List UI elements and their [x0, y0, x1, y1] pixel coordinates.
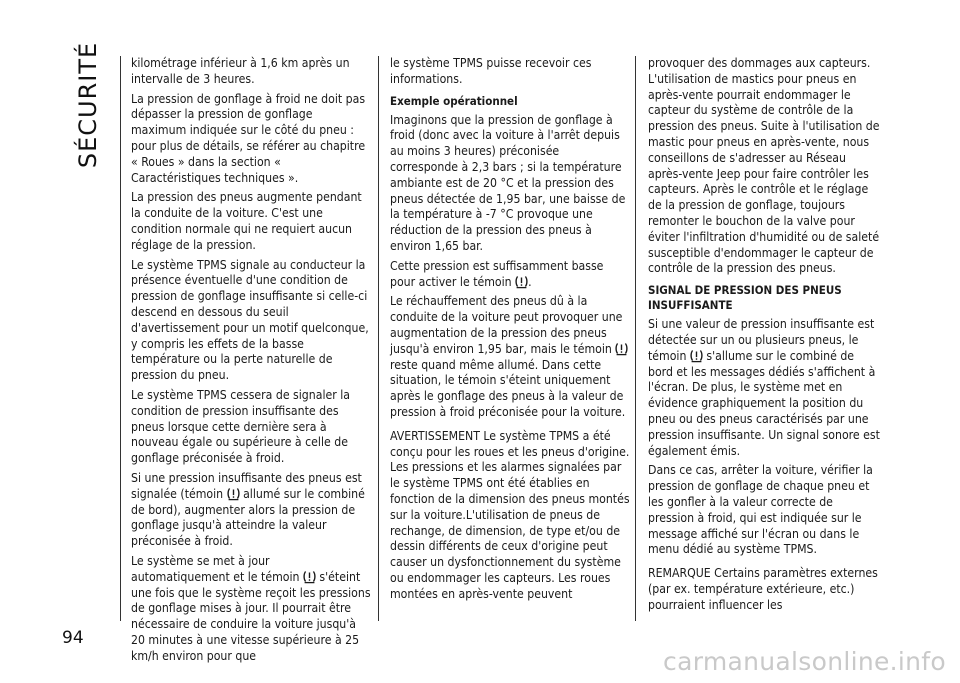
column-divider: [120, 56, 121, 621]
text-run: Si une valeur de pression insuffisante est détectée sur un ou plusieurs pneus, le témoin: [648, 317, 875, 363]
warning-paragraph: AVERTISSEMENT Le système TPMS a été conçu pour les roues et les pneus d'origine. Les pressions et les alarmes signalées par le système TPMS ont été établies en fonction de la dimension des pneus montés sur la voiture.L'utilisation de pneus de rechange, de dimension, de type et/ou de dessin différents de ceux d'origine peut causer un dysfonctionnement du système ou endommager les capteurs. Les roues montées en après-vente peuvent: [390, 428, 630, 601]
paragraph: provoquer des dommages aux capteurs. L'utilisation de mastics pour pneus en après-vente pourrait endommager le capteur du système de contrôle de la pression des pneus. Suite à l'utilisation de mastic pour pneus en après-vente, nous conseillons de s'adresser au Réseau après-vente Jeep pour faire contrôler les capteurs. Après le contrôle et le réglage de la pression de gonflage, toujours remonter le bouchon de la valve pour éviter l'infiltration d'humidité ou de saleté susceptible d'endommager le capteur de contrôle de la pression des pneus.: [648, 56, 880, 276]
paragraph: [131, 554, 371, 665]
text-run: .: [528, 274, 532, 289]
text-column-3: [648, 56, 880, 618]
tpms-warning-light-icon: [515, 275, 528, 289]
subheading: Exemple opérationnel: [390, 93, 518, 108]
text-run: reste quand même allumé. Dans cette situation, le témoin s'éteint uniquement après le gonflage des pneus à la valeur de pression à froid préconisée pour la voiture.: [390, 357, 626, 419]
text-column-2: [390, 56, 630, 607]
paragraph: [131, 471, 371, 550]
text-run: Si une pression insuffisante des pneus est signalée (témoin: [131, 470, 362, 501]
paragraph: La pression de gonflage à froid ne doit pas dépasser la pression de gonflage maximum indiquée sur le côté du pneu : pour plus de détails, se référer au chapitre « Roues » dans la section « Caractéristiques techniques ».: [131, 91, 366, 185]
section-title: [68, 40, 108, 170]
column-divider: [378, 56, 379, 621]
paragraph: Le système TPMS signale au conducteur la présence éventuelle d'une condition de pression de gonflage insuffisante si celle-ci descend en dessous du seuil d'avertissement pour un motif quelconque, y compris les effets de la basse température ou la perte naturelle de pression du pneu.: [131, 257, 369, 383]
paragraph: le système TPMS puisse recevoir ces informations.: [390, 56, 592, 86]
text-run: Le système se met à jour automatiquement et le témoin: [131, 553, 303, 584]
note-paragraph: REMARQUE Certains paramètres externes (par ex. température extérieure, etc.) pourraient influencer les: [648, 566, 878, 612]
paragraph: [390, 259, 630, 291]
paragraph: La pression des pneus augmente pendant la conduite de la voiture. C'est une condition normale qui ne requiert aucun réglage de la pression.: [131, 190, 362, 252]
paragraph: [390, 294, 630, 420]
text-column-1: [131, 56, 371, 668]
text-run: s'allume sur le combiné de bord et les messages dédiés s'affichent à l'écran. De plus, le système met en évidence graphiquement la position du pneu ou des pneus caractérisés par une pression insuffisante. Un signal sonore est également émis.: [648, 348, 880, 458]
section-title-text: SÉCURITÉ: [74, 41, 102, 169]
watermark-text: carmanualsonline.info: [663, 647, 946, 676]
text-run: s'éteint une fois que le système reçoit les pressions de gonflage mises à jour. Il pourrait être nécessaire de conduire la voiture jusqu'à 20 minutes à une vitesse supérieure à 25 km/h environ pour que: [131, 569, 371, 663]
tpms-warning-light-icon: [690, 349, 703, 363]
tpms-warning-light-icon: [303, 570, 316, 584]
paragraph: [648, 317, 880, 459]
page-number: 94: [62, 628, 84, 648]
tpms-warning-light-icon: [615, 342, 628, 356]
paragraph: Imaginons que la pression de gonflage à froid (donc avec la voiture à l'arrêt depuis au moins 3 heures) préconisée corresponde à 2,3 bars ; si la température ambiante est de 20 °C et la pression des pneus détectée de 1,95 bar, une baisse de la température à -7 °C provoque une réduction de la pression des pneus à environ 1,65 bar.: [390, 112, 626, 253]
text-run: Le réchauffement des pneus dû à la conduite de la voiture peut provoquer une augmentation de la pression des pneus jusqu'à environ 1,95 bar, mais le témoin: [390, 294, 623, 356]
subheading: SIGNAL DE PRESSION DES PNEUS INSUFFISANTE: [648, 283, 842, 313]
paragraph: Dans ce cas, arrêter la voiture, vérifier la pression de gonflage de chaque pneu et les gonfler à la valeur correcte de pression à froid, qui est indiquée sur le message affiché sur l'écran ou dans le menu dédié au système TPMS.: [648, 463, 873, 557]
paragraph: kilométrage inférieur à 1,6 km après un intervalle de 3 heures.: [131, 56, 350, 86]
column-divider: [635, 56, 636, 621]
tpms-warning-light-icon: [227, 487, 240, 501]
text-run: allumé sur le combiné de bord), augmenter alors la pression de gonflage jusqu'à atteindre la valeur préconisée à froid.: [131, 486, 365, 549]
text-run: Cette pression est suffisamment basse pour activer le témoin: [390, 258, 604, 289]
paragraph: Le système TPMS cessera de signaler la condition de pression insuffisante des pneus lorsque cette dernière sera à nouveau égale ou supérieure à celle de gonflage préconisée à froid.: [131, 387, 350, 466]
